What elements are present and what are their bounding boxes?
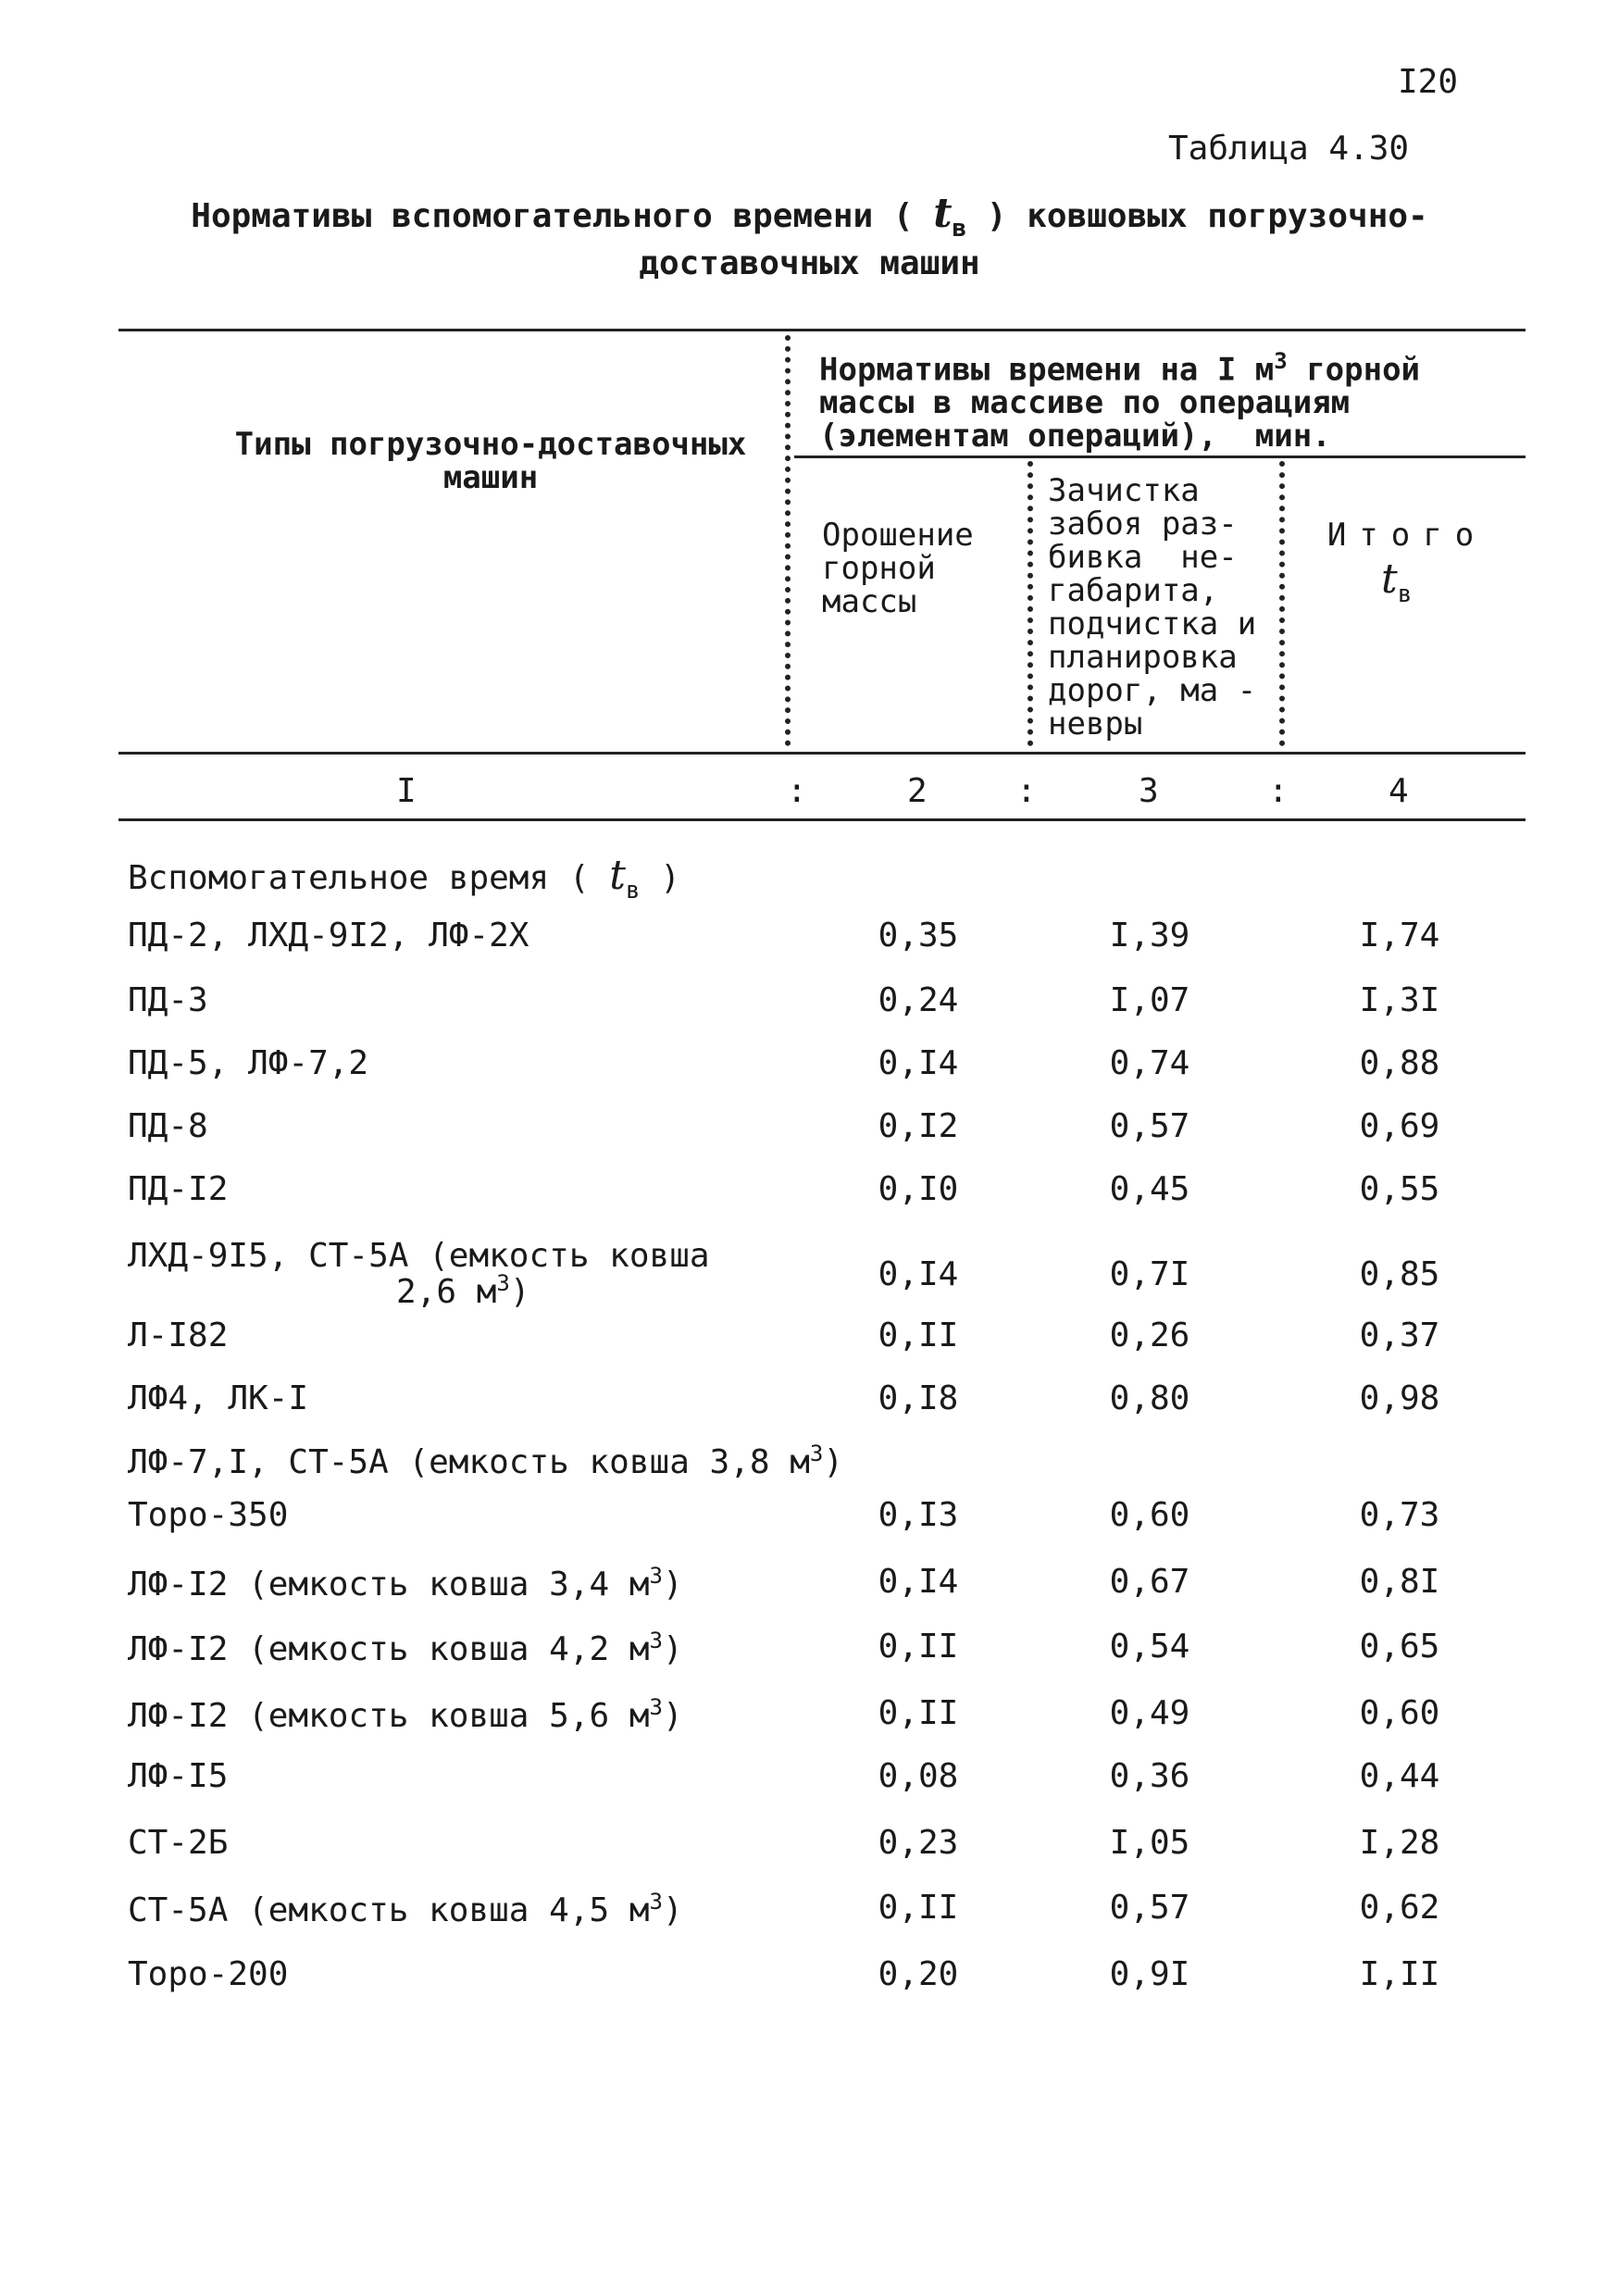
cleanup-value: 0,36 — [1109, 1757, 1190, 1795]
machine-type: ЛХД-9I5, СТ-5А (емкость ковша — [128, 1237, 710, 1275]
irrigation-value: 0,II — [878, 1316, 959, 1354]
cleanup-value: 0,80 — [1109, 1379, 1190, 1417]
cubic-sup: 3 — [649, 1889, 663, 1915]
machine-type — [128, 1628, 683, 1668]
t-v-symbol: t — [1381, 555, 1398, 603]
total-value: 0,73 — [1359, 1496, 1440, 1534]
header-machine-types: Типы погрузочно-доставочных машин — [234, 426, 747, 496]
cleanup-value: 0,45 — [1109, 1170, 1190, 1208]
irrigation-value: 0,I3 — [878, 1496, 959, 1534]
t-v-subscript: в — [625, 877, 641, 905]
total-value: 0,37 — [1359, 1316, 1440, 1354]
table-title — [0, 190, 1619, 243]
header-norms — [819, 344, 1420, 453]
total-value: 0,44 — [1359, 1757, 1440, 1795]
cleanup-value: I,39 — [1109, 917, 1190, 955]
irrigation-value: 0,I8 — [878, 1379, 959, 1417]
section-label-text: Вспомогательное время ( — [128, 859, 590, 897]
header-total-symbol — [1381, 555, 1413, 608]
cleanup-value: I,05 — [1109, 1824, 1190, 1862]
machine-type: ПД-I2 — [128, 1170, 229, 1208]
machine-type: Торо-200 — [128, 1955, 289, 1993]
machine-type-cont — [396, 1270, 530, 1311]
irrigation-value: 0,II — [878, 1889, 959, 1927]
total-value: 0,60 — [1359, 1694, 1440, 1732]
irrigation-value: 0,I0 — [878, 1170, 959, 1208]
cubic-sup: 3 — [649, 1628, 663, 1653]
machine-type: ЛФ4, ЛК-I — [128, 1379, 309, 1417]
irrigation-value: 0,I4 — [878, 1563, 959, 1601]
cleanup-value: 0,60 — [1109, 1496, 1190, 1534]
machine-type-text: СТ-5А (емкость ковша 4,5 м — [128, 1891, 650, 1929]
title-text-start: Нормативы вспомогательного времени ( — [191, 197, 914, 235]
machine-type: ПД-8 — [128, 1107, 208, 1145]
machine-type — [128, 1563, 683, 1603]
machine-type-end: ) — [662, 1566, 683, 1603]
header-norms-line2: массы в массиве по операциям — [819, 384, 1351, 422]
machine-type-text: ЛФ-7,I, СТ-5А (емкость ковша 3,8 м — [128, 1443, 810, 1481]
machine-type: Торо-350 — [128, 1496, 289, 1534]
irrigation-value: 0,II — [878, 1628, 959, 1666]
column-separator: : — [787, 772, 807, 810]
machine-type: ПД-3 — [128, 981, 208, 1019]
machine-type: ПД-2, ЛХД-9I2, ЛФ-2Х — [128, 917, 529, 955]
header-norms-line1: Нормативы времени на I м — [819, 351, 1275, 389]
column-number-2: 2 — [907, 772, 928, 810]
cubic-sup: 3 — [649, 1563, 663, 1589]
header-irrigation: Орошение горной массы — [822, 517, 974, 620]
total-value: 0,85 — [1359, 1255, 1440, 1293]
header-norms-line1-end: горной — [1287, 351, 1421, 389]
cleanup-value: 0,74 — [1109, 1044, 1190, 1082]
table-number: Таблица 4.30 — [1168, 130, 1410, 168]
t-v-subscript: в — [952, 215, 967, 243]
section-label-end: ) — [660, 859, 680, 897]
machine-type-text: ЛФ-I2 (емкость ковша 3,4 м — [128, 1566, 650, 1603]
machine-type-end: ) — [662, 1630, 683, 1668]
column-number-rule — [118, 818, 1526, 821]
machine-type: ЛФ-I5 — [128, 1757, 229, 1795]
column-divider-3 — [1279, 461, 1285, 746]
total-value: 0,98 — [1359, 1379, 1440, 1417]
machine-type — [128, 1889, 683, 1929]
machine-type: ПД-5, ЛФ-7,2 — [128, 1044, 369, 1082]
irrigation-value: 0,I2 — [878, 1107, 959, 1145]
total-value: 0,69 — [1359, 1107, 1440, 1145]
machine-type: СТ-2Б — [128, 1824, 229, 1862]
t-v-symbol: t — [609, 852, 626, 899]
cleanup-value: 0,57 — [1109, 1107, 1190, 1145]
cleanup-value: 0,49 — [1109, 1694, 1190, 1732]
irrigation-value: 0,II — [878, 1694, 959, 1732]
total-value: I,28 — [1359, 1824, 1440, 1862]
irrigation-value: 0,I4 — [878, 1044, 959, 1082]
irrigation-value: 0,35 — [878, 917, 959, 955]
machine-type-text: ЛФ-I2 (емкость ковша 4,2 м — [128, 1630, 650, 1668]
machine-type — [128, 1694, 683, 1735]
total-value: 0,65 — [1359, 1628, 1440, 1666]
column-separator: : — [1268, 772, 1289, 810]
irrigation-value: 0,23 — [878, 1824, 959, 1862]
title-text-end: ) ковшовых погрузочно- — [986, 197, 1428, 235]
cleanup-value: 0,54 — [1109, 1628, 1190, 1666]
cleanup-value: 0,9I — [1109, 1955, 1190, 1993]
machine-type-cont-end: ) — [509, 1273, 530, 1311]
table-title-line2: доставочных машин — [639, 244, 980, 282]
cleanup-value: 0,67 — [1109, 1563, 1190, 1601]
cleanup-value: 0,57 — [1109, 1889, 1190, 1927]
irrigation-value: 0,08 — [878, 1757, 959, 1795]
irrigation-value: 0,24 — [878, 981, 959, 1019]
cleanup-value: I,07 — [1109, 981, 1190, 1019]
total-value: 0,88 — [1359, 1044, 1440, 1082]
cubic-sup: 3 — [496, 1270, 510, 1296]
column-separator: : — [1016, 772, 1037, 810]
cleanup-value: 0,26 — [1109, 1316, 1190, 1354]
irrigation-value: 0,20 — [878, 1955, 959, 1993]
machine-type-cont-text: 2,6 м — [396, 1273, 497, 1311]
column-divider-1 — [785, 335, 791, 746]
cleanup-value: 0,7I — [1109, 1255, 1190, 1293]
table-top-rule — [118, 329, 1526, 331]
total-value: I,74 — [1359, 917, 1440, 955]
irrigation-value: 0,I4 — [878, 1255, 959, 1293]
machine-type-end: ) — [662, 1697, 683, 1735]
t-v-symbol: t — [933, 190, 953, 237]
machine-type-text: ЛФ-I2 (емкость ковша 5,6 м — [128, 1697, 650, 1735]
page-number: I20 — [1398, 63, 1459, 101]
machine-type — [128, 1441, 843, 1481]
total-value: I,3I — [1359, 981, 1440, 1019]
machine-type-end: ) — [662, 1891, 683, 1929]
machine-type: Л-I82 — [128, 1316, 229, 1354]
total-value: I,II — [1359, 1955, 1440, 1993]
header-norms-sup: 3 — [1274, 348, 1288, 374]
total-value: 0,62 — [1359, 1889, 1440, 1927]
total-value: 0,55 — [1359, 1170, 1440, 1208]
header-total: Итого — [1326, 517, 1488, 554]
header-cleanup: Зачистка забоя раз- бивка не- габарита, подчистка и планировка дорог, ма - невры — [1048, 472, 1257, 742]
t-v-subscript: в — [1397, 580, 1413, 608]
header-norms-line3: (элементам операций), мин. — [819, 418, 1331, 455]
cubic-sup: 3 — [809, 1441, 824, 1466]
column-number-4: 4 — [1389, 772, 1409, 810]
column-number-1: I — [396, 772, 417, 810]
column-number-3: 3 — [1139, 772, 1159, 810]
machine-type-end: ) — [823, 1443, 844, 1481]
cubic-sup: 3 — [649, 1694, 663, 1720]
header-bottom-rule — [118, 752, 1526, 755]
total-value: 0,8I — [1359, 1563, 1440, 1601]
column-divider-2 — [1027, 461, 1033, 746]
subheader-rule — [794, 455, 1526, 458]
